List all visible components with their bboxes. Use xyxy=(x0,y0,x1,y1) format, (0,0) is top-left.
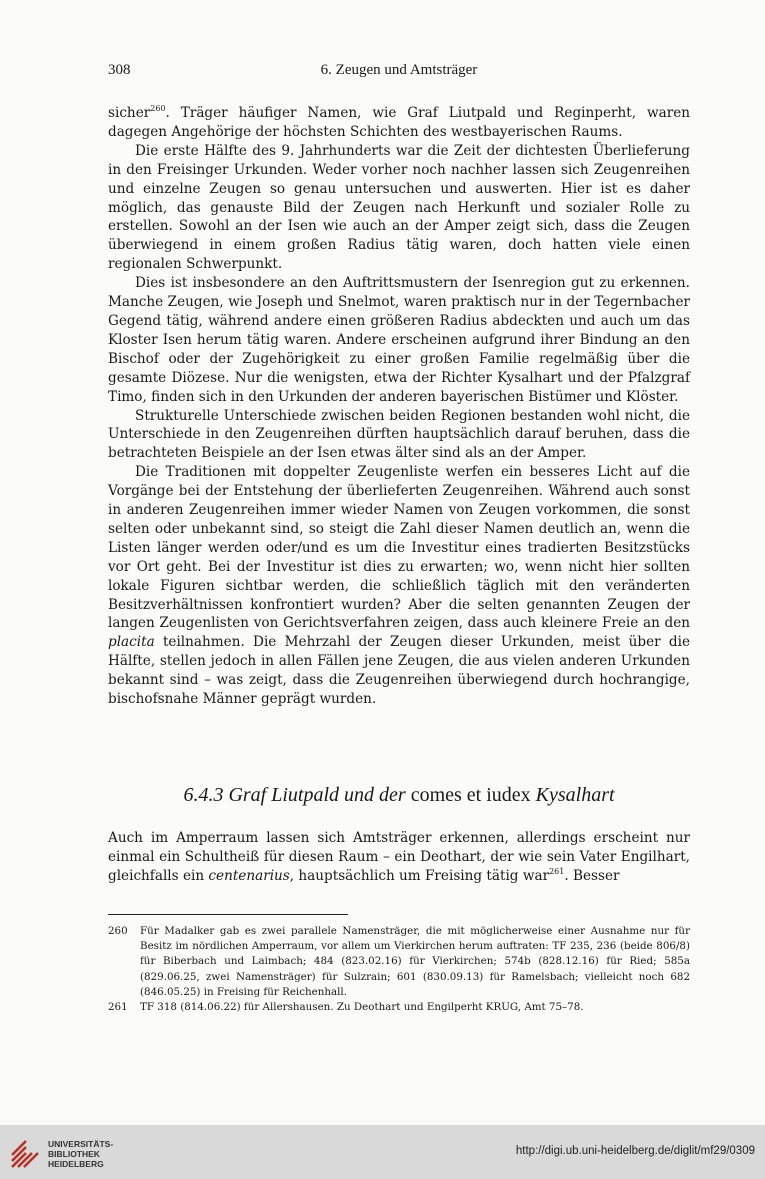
paragraph: Dies ist insbesondere an den Auftrittsmustern der Isenregion gut zu erkennen. Manche Zeugen, wie Joseph und Snelmot, waren praktisch nur in der Tegernbacher Gegend tätig, während andere einen größeren Radius abdeckten und auch um das Kloster Isen herum tätig waren. Andere erscheinen aufgrund ihrer Bindung an den Bischof oder der Zugehörigkeit zu einer großen Familie regelmäßig über die gesamte Diözese. Nur die wenigsten, etwa der Richter Kysalhart und der Pfalzgraf Timo, finden sich in den Urkunden der anderen bayerischen Bistümer und Klöster. xyxy=(108,275,690,405)
page-header xyxy=(108,62,690,84)
viewer-footer-bar xyxy=(0,1125,765,1179)
paragraph: Die erste Hälfte des 9. Jahrhunderts war die Zeit der dichtesten Überlieferung in den Freisinger Urkunden. Weder vorher noch nachher lassen sich Zeugenreihen und einzelne Zeugen so genau untersuchen und auswerten. Hier ist es daher möglich, das genauste Bild der Zeugen nach Herkunft und sozialer Rolle zu erstellen. Sowohl an der Isen wie auch an der Amper zeigt sich, dass die Zeugen überwiegend in einem großen Radius tätig waren, doch hatten viele einen regionalen Schwerpunkt. xyxy=(108,142,690,273)
logo-line: HEIDELBERG xyxy=(48,1159,104,1169)
heading-roman-part: comes et iudex xyxy=(405,784,536,806)
text-run: . Träger häufiger Namen, wie Graf Liutpald und Reginperht, waren dagegen Angehörige der höchsten Schichten des westbayerischen Raums. xyxy=(108,105,690,140)
page-number: 308 xyxy=(108,62,131,78)
logo-line: BIBLIOTHEK xyxy=(48,1149,100,1159)
logo-line: UNIVERSITÄTS- xyxy=(48,1139,114,1149)
footnote xyxy=(108,1000,690,1015)
footnote-text: TF 318 (814.06.22) für Allershausen. Zu Deothart und Engilperht KRUG, Amt 75–78. xyxy=(140,1001,584,1014)
library-logo[interactable] xyxy=(10,1133,150,1173)
paragraph: Strukturelle Unterschiede zwischen beiden Regionen bestanden wohl nicht, die Unterschiede in den Zeugenreihen dürften hauptsächlich darauf beruhen, dass die betrachteten Beispiele an der Isen etwas älter sind als an der Amper. xyxy=(108,407,690,462)
running-head: 6. Zeugen und Amtsträger xyxy=(320,62,478,78)
body-text xyxy=(108,104,690,709)
heading-name-part: Kysalhart xyxy=(535,784,615,806)
paragraph xyxy=(108,829,690,886)
text-run: sicher xyxy=(108,105,151,121)
permalink-url[interactable]: http://digi.ub.uni-heidelberg.de/diglit/mf29/0309 xyxy=(515,1145,755,1157)
text-run: Die Traditionen mit doppelter Zeugenliste werfen ein besseres Licht auf die Vorgänge bei der Entstehung der überlieferten Zeugenreihen. Während auch sonst in anderen Zeugenreihen immer wieder Namen von Zeugen vorkommen, die sonst selten oder unbekannt sind, so steigt die Zahl dieser Namen deutlich an, wenn die Listen länger werden oder/und es um die Investitur eines tradierten Besitzstücks vor Ort geht. Bei der Investitur ist dies zu erwarten; wo, wenn nicht hier sollten lokale Figuren sichtbar werden, die schließlich täglich mit den veränderten Besitzverhältnissen konfrontiert wurden? Aber die selten genannten Zeugen der langen Zeugenlisten von Gerichtsverfahren zeigen, dass auch kleinere Freie an den xyxy=(108,464,690,632)
italic-term: placita xyxy=(108,634,155,651)
footnote-number: 261 xyxy=(108,1001,128,1014)
footnote-ref-261[interactable]: 261 xyxy=(549,866,565,876)
text-run: , hauptsächlich um Freising tätig war xyxy=(289,867,550,884)
footnote-text: Für Madalker gab es zwei parallele Namensträger, die mit möglicherweise einer Ausnahme nur für Besitz im nördlichen Amperraum, vor allem um Vierkirchen herum auftraten: TF 235, 236 (beide 806/8) für Biberbach und Laimbach; 484 (823.02.16) für Vierkirchen; 574b (828.12.16) für Ried; 585a (829.06.25, zwei Namensträger) für Sulzrain; 601 (830.09.13) für Ramelsbach; vielleicht noch 682 (846.05.25) in Freising für Reichenhall. xyxy=(140,925,690,998)
footnote xyxy=(108,924,690,1000)
footnote-rule xyxy=(108,914,348,915)
footnote-ref-260[interactable]: 260 xyxy=(150,104,166,113)
library-logo-text xyxy=(48,1139,113,1169)
heading-italic-part: 6.4.3 Graf Liutpald und der xyxy=(183,784,406,806)
section-heading xyxy=(108,784,690,807)
footnotes xyxy=(108,924,690,1015)
footnote-number: 260 xyxy=(108,925,128,937)
paragraph xyxy=(108,104,690,142)
italic-term: centenarius xyxy=(208,867,290,884)
text-run: . Besser xyxy=(564,867,620,884)
text-run: Auch im Amperraum lassen sich Amtsträger erkennen, allerdings erscheint nur einmal ein Schultheiß für diesen Raum – ein Deothart, der wie sein Vater Engilhart, gleichfalls ein xyxy=(108,830,690,884)
paragraph xyxy=(108,463,690,709)
library-seal-icon xyxy=(10,1137,42,1169)
section-body-text xyxy=(108,829,690,886)
text-run: teilnahmen. Die Mehrzahl der Zeugen dieser Urkunden, meist über die Hälfte, stellen jedoch in allen Fällen jene Zeugen, die aus vielen anderen Urkunden bekannt sind – was zeigt, dass die Zeugenreihen überwiegend durch hochrangige, bischofsnahe Männer geprägt wurden. xyxy=(108,634,690,708)
